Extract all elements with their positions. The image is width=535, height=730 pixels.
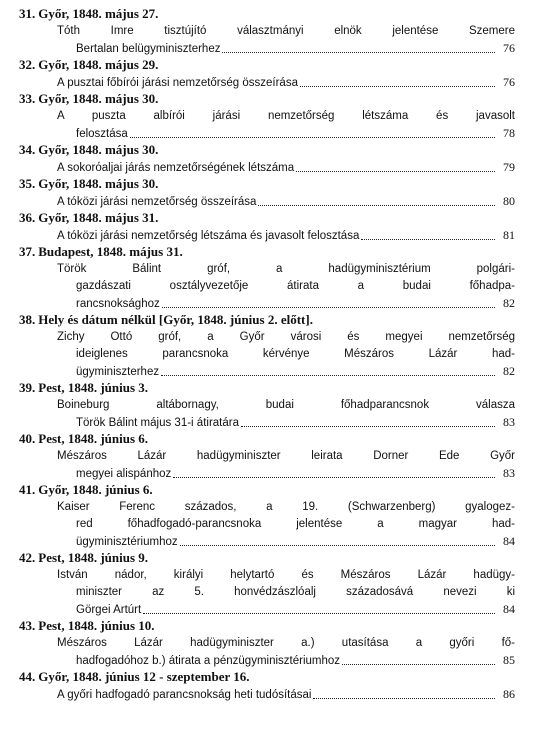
entry-number: 39.: [19, 380, 36, 395]
entry-description-text: felosztása: [76, 128, 128, 140]
entry-description-text: A tóközi járási nemzetőrség összeírása: [57, 196, 257, 208]
entry-place-date: Győr, 1848. május 30.: [38, 91, 159, 106]
entry-place-date: Pest, 1848. június 3.: [38, 380, 149, 395]
entry-number: 38.: [19, 312, 36, 327]
entry-place-date: Győr, 1848. május 30.: [38, 176, 159, 191]
entry-description-text: Görgei Artúrt: [76, 604, 142, 616]
page-number: 76: [503, 75, 515, 89]
entry-description-text: A sokorόaljai járás nemzetőrségének létszáma: [57, 162, 295, 174]
entry-description-line: gazdászati osztályvezetője átirata a budai főhadpa-: [76, 280, 515, 292]
entry-number: 37.: [19, 244, 36, 259]
entry-heading: [19, 380, 148, 396]
dot-leader: [313, 697, 495, 699]
entry-description-last-line: [76, 125, 515, 142]
page-number: 86: [503, 687, 515, 701]
entry-number: 32.: [19, 57, 36, 72]
entry-heading: [19, 550, 148, 566]
page-number: 83: [503, 415, 515, 429]
entry-place-date: Győr, 1848. május 31.: [38, 210, 159, 225]
dot-leader: [161, 374, 495, 376]
page-number: 82: [503, 364, 515, 378]
entry-heading: [19, 618, 155, 634]
entry-description-text: A pusztai főbírói járási nemzetőrség összeírása: [57, 77, 298, 89]
entry-number: 42.: [19, 550, 36, 565]
entry-place-date: Győr, 1848. június 6.: [38, 482, 153, 497]
dot-leader: [222, 51, 495, 53]
entry-description-text: ügyminisztériumhoz: [76, 536, 178, 548]
entry-number: 44.: [19, 669, 36, 684]
entry-heading: [19, 244, 183, 260]
dot-leader: [361, 238, 495, 240]
entry-description-line: Mészáros Lázár hadügyminiszter leirata Dorner Ede Győr: [57, 450, 515, 462]
entry-description-last-line: [76, 533, 515, 550]
entry-description-last-line: [57, 159, 515, 176]
entry-number: 40.: [19, 431, 36, 446]
dot-leader: [342, 663, 495, 665]
entry-number: 43.: [19, 618, 36, 633]
entry-description-last-line: [76, 414, 515, 431]
entry-place-date: Hely és dátum nélkül [Győr, 1848. június 2. előtt].: [38, 312, 313, 327]
entry-description-line: István nádor, királyi helytartó és Mészáros Lázár hadügy-: [57, 569, 515, 581]
dot-leader: [130, 136, 495, 138]
entry-description-line: Mészáros Lázár hadügyminiszter a.) utasítása a győri fő-: [57, 637, 515, 649]
entry-description-last-line: [76, 652, 515, 669]
entry-description-line: Boineburg altábornagy, budai főhadparancsnok válasza: [57, 399, 515, 411]
entry-description-text: ügyminiszterhez: [76, 366, 160, 378]
entry-heading: [19, 6, 158, 22]
page-number: 76: [503, 41, 515, 55]
entry-description-last-line: [76, 40, 515, 57]
entry-heading: [19, 176, 158, 192]
entry-place-date: Pest, 1848. június 10.: [38, 618, 155, 633]
dot-leader: [173, 476, 495, 478]
entry-description-line: Török Bálint gróf, a hadügyminisztérium polgári-: [57, 263, 515, 275]
page-number: 82: [503, 296, 515, 310]
entry-description-text: A tóközi járási nemzetőrség létszáma és javasolt felosztása: [57, 230, 360, 242]
entry-description-last-line: [57, 193, 515, 210]
dot-leader: [162, 306, 495, 308]
entry-number: 34.: [19, 142, 36, 157]
entry-heading: [19, 57, 158, 73]
entry-description-text: rancsnoksághoz: [76, 298, 160, 310]
dot-leader: [296, 170, 495, 172]
entry-description-last-line: [76, 465, 515, 482]
page-number: 84: [503, 534, 515, 548]
entry-heading: [19, 210, 158, 226]
entry-place-date: Pest, 1848. június 9.: [38, 550, 149, 565]
entry-description-last-line: [76, 295, 515, 312]
page-number: 79: [503, 160, 515, 174]
page-number: 85: [503, 653, 515, 667]
entry-description-line: A puszta albírói járási nemzetőrség létszáma és javasolt: [57, 110, 515, 122]
entry-number: 35.: [19, 176, 36, 191]
entry-description-text: megyei alispánhoz: [76, 468, 172, 480]
entry-description-line: miniszter az 5. honvédzászlóalj századosává nevezi ki: [76, 586, 515, 598]
entry-description-line: Kaiser Ferenc százados, a 19. (Schwarzenberg) gyalogez-: [57, 501, 515, 513]
page-number: 84: [503, 602, 515, 616]
entry-description-last-line: [76, 601, 515, 618]
entry-place-date: Győr, 1848. május 30.: [38, 142, 159, 157]
entry-heading: [19, 142, 158, 158]
entry-description-text: A győri hadfogadó parancsnokság heti tudósításai: [57, 689, 312, 701]
entry-place-date: Budapest, 1848. május 31.: [38, 244, 183, 259]
entry-description-last-line: [57, 227, 515, 244]
dot-leader: [180, 544, 495, 546]
page-number: 80: [503, 194, 515, 208]
entry-place-date: Győr, 1848. június 12 - szeptember 16.: [38, 669, 250, 684]
entry-description-text: Török Bálint május 31-i átiratára: [76, 417, 239, 429]
entry-place-date: Győr, 1848. május 27.: [38, 6, 159, 21]
entry-description-last-line: [76, 363, 515, 380]
page-number: 81: [503, 228, 515, 242]
entry-description-line: Zichy Ottó gróf, a Győr városi és megyei nemzetőrség: [57, 331, 515, 343]
entry-heading: [19, 431, 148, 447]
entry-number: 41.: [19, 482, 36, 497]
entry-description-line: ideiglenes parancsnoka kérvénye Mészáros Lázár had-: [76, 348, 515, 360]
page-number: 78: [503, 126, 515, 140]
entry-place-date: Pest, 1848. június 6.: [38, 431, 149, 446]
entry-description-text: hadfogadóhoz b.) átirata a pénzügyminisztériumhoz: [76, 655, 341, 667]
dot-leader: [258, 204, 495, 206]
entry-number: 33.: [19, 91, 36, 106]
dot-leader: [300, 85, 495, 87]
entry-description-last-line: [57, 74, 515, 91]
dot-leader: [143, 612, 495, 614]
entry-description-text: Bertalan belügyminiszterhez: [76, 43, 221, 55]
page-number: 83: [503, 466, 515, 480]
entry-heading: [19, 482, 153, 498]
dot-leader: [241, 425, 495, 427]
entry-description-last-line: [57, 686, 515, 703]
entry-description-line: red főhadfogadó-parancsnoka jelentése a magyar had-: [76, 518, 515, 530]
entry-heading: [19, 669, 250, 685]
entry-heading: [19, 91, 158, 107]
entry-heading: [19, 312, 313, 328]
entry-place-date: Győr, 1848. május 29.: [38, 57, 159, 72]
entry-number: 36.: [19, 210, 36, 225]
entry-description-line: Tóth Imre tisztújító választmányi elnök jelentése Szemere: [57, 25, 515, 37]
entry-number: 31.: [19, 6, 36, 21]
